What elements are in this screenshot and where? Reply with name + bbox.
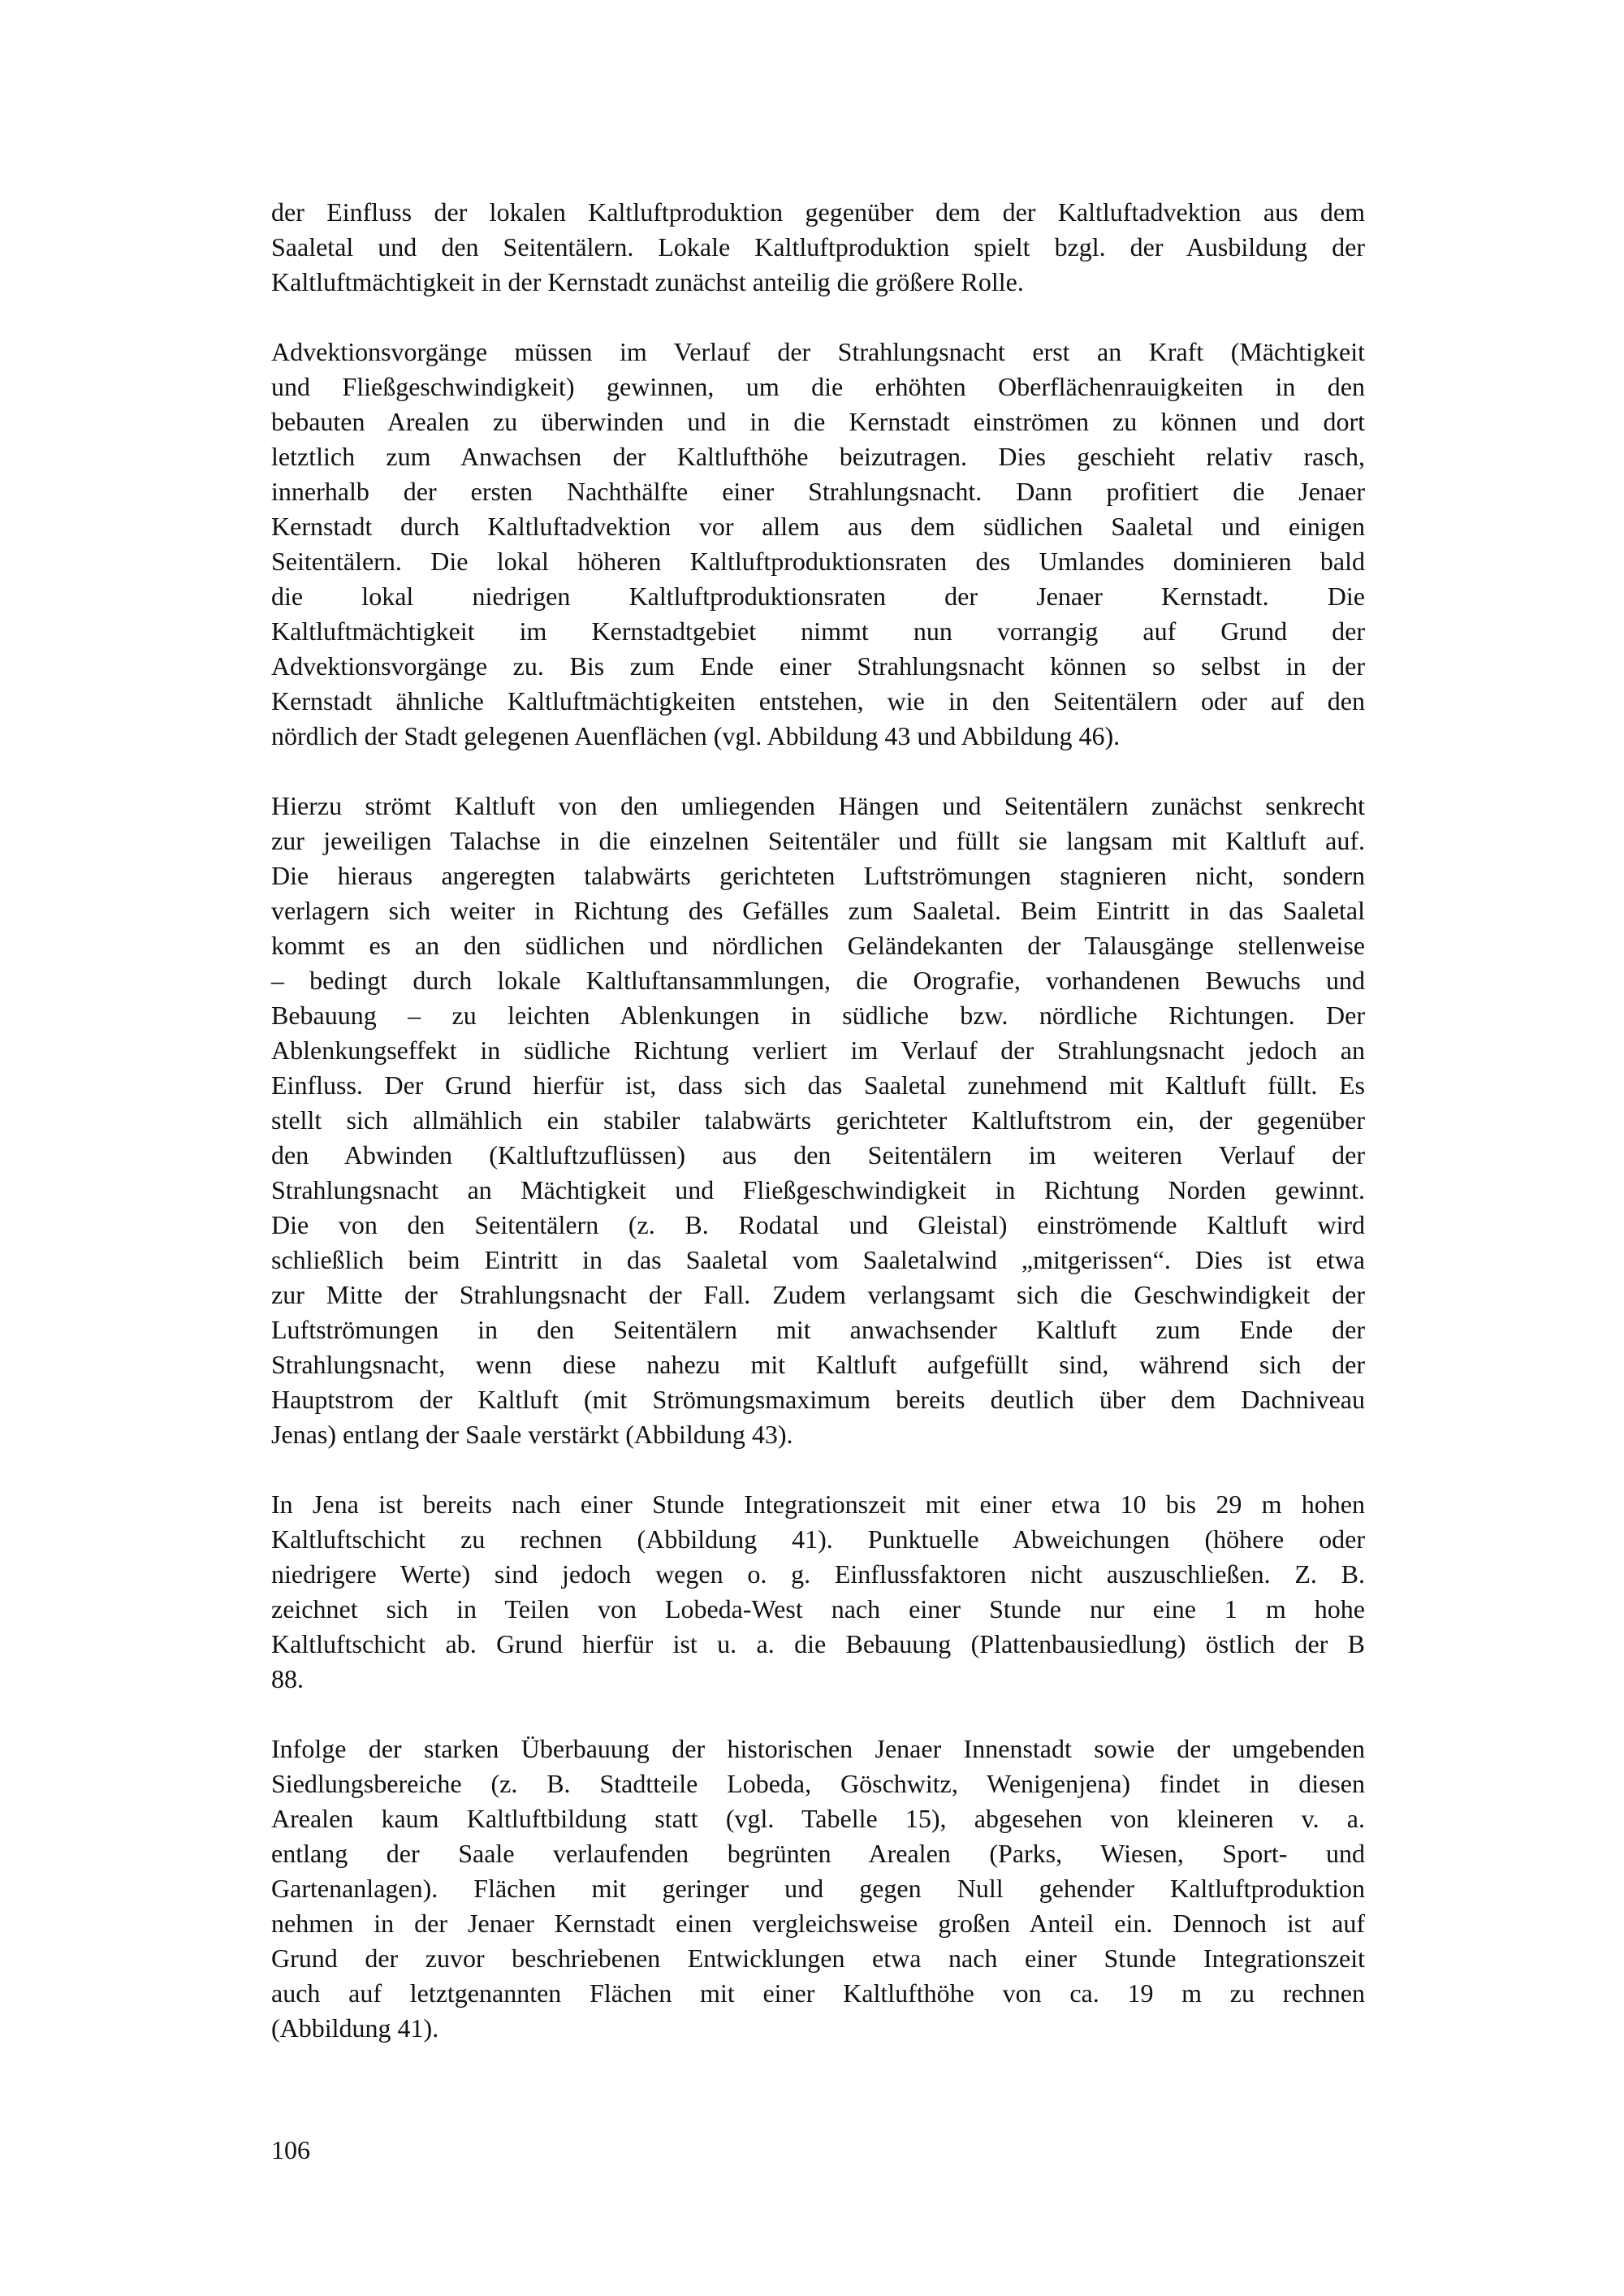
text-line: nördlich der Stadt gelegenen Auenflächen (vgl. Abbildung 43 und Abbildung 46). — [271, 721, 1121, 750]
text-line: schließlich beim Eintritt in das Saaletal vom Saaletalwind „mitgerissen“. Dies ist etwa — [271, 1245, 1365, 1274]
text-line: zur jeweiligen Talachse in die einzelnen Seitentäler und füllt sie langsam mit Kaltluft auf. — [271, 826, 1365, 855]
text-line: der Einfluss der lokalen Kaltluftproduktion gegenüber dem der Kaltluftadvektion aus dem — [271, 197, 1365, 227]
paragraph — [271, 1732, 1365, 2046]
text-line: Kaltluftschicht ab. Grund hierfür ist u. a. die Bebauung (Plattenbausiedlung) östlich der B — [271, 1629, 1365, 1658]
text-line: Seitentälern. Die lokal höheren Kaltluftproduktionsraten des Umlandes dominieren bald — [271, 547, 1365, 576]
text-line: entlang der Saale verlaufenden begrünten Arealen (Parks, Wiesen, Sport- und — [271, 1839, 1365, 1868]
paragraph — [271, 789, 1365, 1452]
text-line: Arealen kaum Kaltluftbildung statt (vgl. Tabelle 15), abgesehen von kleineren v. a. — [271, 1804, 1365, 1833]
text-line: Kernstadt durch Kaltluftadvektion vor allem aus dem südlichen Saaletal und einigen — [271, 512, 1365, 541]
text-line: den Abwinden (Kaltluftzuflüssen) aus den Seitentälern im weiteren Verlauf der — [271, 1140, 1365, 1170]
text-line: Hierzu strömt Kaltluft von den umliegenden Hängen und Seitentälern zunächst senkrecht — [271, 791, 1365, 820]
text-line: Einfluss. Der Grund hierfür ist, dass sich das Saaletal zunehmend mit Kaltluft füllt. Es — [271, 1070, 1365, 1100]
paragraph — [271, 195, 1365, 300]
text-line: Kaltluftschicht zu rechnen (Abbildung 41). Punktuelle Abweichungen (höhere oder — [271, 1524, 1365, 1554]
text-line: Advektionsvorgänge zu. Bis zum Ende einer Strahlungsnacht können so selbst in der — [271, 651, 1365, 681]
text-line: (Abbildung 41). — [271, 2013, 439, 2043]
text-line: verlagern sich weiter in Richtung des Gefälles zum Saaletal. Beim Eintritt in das Saaletal — [271, 896, 1365, 925]
paragraph — [271, 335, 1365, 754]
text-line: Ablenkungseffekt in südliche Richtung verliert im Verlauf der Strahlungsnacht jedoch an — [271, 1036, 1365, 1065]
text-line: Die von den Seitentälern (z. B. Rodatal und Gleistal) einströmende Kaltluft wird — [271, 1210, 1365, 1239]
text-line: Kaltluftmächtigkeit im Kernstadtgebiet nimmt nun vorrangig auf Grund der — [271, 616, 1365, 646]
text-line: zeichnet sich in Teilen von Lobeda-West nach einer Stunde nur eine 1 m hohe — [271, 1594, 1365, 1624]
paragraph — [271, 1487, 1365, 1697]
text-line: Hauptstrom der Kaltluft (mit Strömungsmaximum bereits deutlich über dem Dachniveau — [271, 1385, 1365, 1414]
text-line: Gartenanlagen). Flächen mit geringer und gegen Null gehender Kaltluftproduktion — [271, 1874, 1365, 1903]
text-line: letztlich zum Anwachsen der Kaltlufthöhe beizutragen. Dies geschieht relativ rasch, — [271, 442, 1365, 471]
text-line: Grund der zuvor beschriebenen Entwicklungen etwa nach einer Stunde Integrationszeit — [271, 1944, 1365, 1973]
text-line: Strahlungsnacht, wenn diese nahezu mit Kaltluft aufgefüllt sind, während sich der — [271, 1350, 1365, 1379]
text-line: zur Mitte der Strahlungsnacht der Fall. Zudem verlangsamt sich die Geschwindigkeit der — [271, 1280, 1365, 1309]
page-number: 106 — [271, 2135, 310, 2164]
body-text — [271, 195, 1365, 2081]
text-line: stellt sich allmählich ein stabiler talabwärts gerichteter Kaltluftstrom ein, der gegenüber — [271, 1105, 1365, 1135]
text-line: Strahlungsnacht an Mächtigkeit und Fließgeschwindigkeit in Richtung Norden gewinnt. — [271, 1175, 1365, 1204]
text-line: In Jena ist bereits nach einer Stunde Integrationszeit mit einer etwa 10 bis 29 m hohen — [271, 1490, 1365, 1519]
text-line: Advektionsvorgänge müssen im Verlauf der Strahlungsnacht erst an Kraft (Mächtigkeit — [271, 337, 1365, 366]
text-line: die lokal niedrigen Kaltluftproduktionsraten der Jenaer Kernstadt. Die — [271, 582, 1365, 611]
text-line: und Fließgeschwindigkeit) gewinnen, um die erhöhten Oberflächenrauigkeiten in den — [271, 372, 1365, 401]
text-line: Siedlungsbereiche (z. B. Stadtteile Lobeda, Göschwitz, Wenigenjena) findet in diesen — [271, 1769, 1365, 1798]
text-line: – bedingt durch lokale Kaltluftansammlungen, die Orografie, vorhandenen Bewuchs und — [271, 966, 1365, 995]
text-line: auch auf letztgenannten Flächen mit einer Kaltlufthöhe von ca. 19 m zu rechnen — [271, 1978, 1365, 2008]
text-line: kommt es an den südlichen und nördlichen Geländekanten der Talausgänge stellenweise — [271, 931, 1365, 960]
text-line: Jenas) entlang der Saale verstärkt (Abbildung 43). — [271, 1420, 793, 1449]
text-line: Die hieraus angeregten talabwärts gerichteten Luftströmungen stagnieren nicht, sondern — [271, 861, 1365, 890]
text-line: bebauten Arealen zu überwinden und in die Kernstadt einströmen zu können und dort — [271, 407, 1365, 436]
text-line: Kernstadt ähnliche Kaltluftmächtigkeiten entstehen, wie in den Seitentälern oder auf den — [271, 686, 1365, 716]
text-line: Saaletal und den Seitentälern. Lokale Kaltluftproduktion spielt bzgl. der Ausbildung der — [271, 232, 1365, 262]
text-line: niedrigere Werte) sind jedoch wegen o. g. Einflussfaktoren nicht auszuschließen. Z. B. — [271, 1559, 1365, 1589]
text-line: innerhalb der ersten Nachthälfte einer Strahlungsnacht. Dann profitiert die Jenaer — [271, 477, 1365, 506]
text-line: Bebauung – zu leichten Ablenkungen in südliche bzw. nördliche Richtungen. Der — [271, 1001, 1365, 1030]
text-line: Infolge der starken Überbauung der historischen Jenaer Innenstadt sowie der umgebenden — [271, 1734, 1365, 1763]
text-line: Kaltluftmächtigkeit in der Kernstadt zunächst anteilig die größere Rolle. — [271, 267, 1024, 296]
text-line: 88. — [271, 1664, 304, 1693]
text-line: Luftströmungen in den Seitentälern mit anwachsender Kaltluft zum Ende der — [271, 1315, 1365, 1344]
text-line: nehmen in der Jenaer Kernstadt einen vergleichsweise großen Anteil ein. Dennoch ist auf — [271, 1909, 1365, 1938]
